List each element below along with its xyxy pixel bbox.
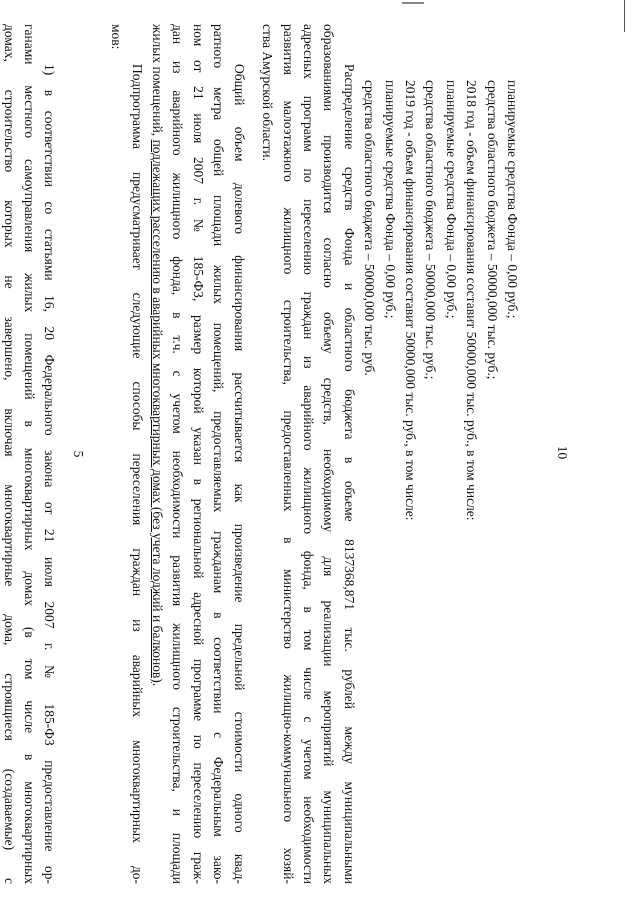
paragraph-line: 1) в соответствии со статьями 16, 20 Федерального закона от 21 июля 2007 г. № 185-ФЗ предоставление ор- xyxy=(42,64,58,884)
funding-line: планируемые средства Фонда – 0,00 руб.; xyxy=(505,80,520,319)
paragraph-line: Подпрограмма предусматривает следующие способы переселения граждан из аварийных многоквартирных до- xyxy=(129,64,145,884)
section-number: 5 xyxy=(70,450,86,458)
paragraph-line: Общий объем долевого финансирования рассчитывается как произведение предельной стоимости одного квад- xyxy=(231,64,247,884)
paragraph-line: ства Амурской области. xyxy=(260,24,276,161)
funding-line: 2019 год - объем финансирования составит 50000,000 тыс. руб., в том числе: xyxy=(402,80,418,521)
text-segment: жилых помещений, xyxy=(150,24,166,140)
text-segment: . xyxy=(150,682,166,687)
funding-line: 2018 год - объем финансирования составит 50000,000 тыс. руб., в том числе: xyxy=(464,80,480,521)
paragraph-line: Распределение средств Фонда и областного бюджета в объеме 8137368,871 тыс. рублей между муниципальными xyxy=(341,64,357,884)
funding-line: средства областного бюджета – 50000,000 тыс. руб. xyxy=(362,80,378,376)
page-number: 10 xyxy=(555,445,570,460)
paragraph-line: ном от 21 июля 2007 г. № 185-ФЗ, размер которой указан в региональной адресной программе по переселению граж- xyxy=(190,24,206,884)
paragraph-line: домах, строительство которых не завершено, включая многоквартирные дома, строящиеся (создаваемые) с xyxy=(1,24,17,884)
paragraph-line: развития малоэтажного жилищного строительства, предоставленных в министерство жилищно-коммунального хозяй- xyxy=(280,24,296,884)
paragraph-line: ганами местного самоуправления жилых помещений в многоквартирных домах (в том числе в многоквартирных xyxy=(22,24,38,884)
underlined-text: подлежащих расселению в аварийных многоквартирных домах (без учета лоджий и балконов) xyxy=(150,139,166,683)
funding-line: средства областного бюджета – 50000,000 тыс. руб.; xyxy=(484,80,500,380)
paragraph-line-underlined xyxy=(147,24,167,884)
paragraph-line: дан из аварийного жилищного фонда, в т.ч. с учетом необходимости развития жилищного строительства, и площади xyxy=(170,24,186,884)
paragraph-line: мов: xyxy=(109,24,125,50)
funding-line: планируемые средства Фонда – 0,00 руб.; xyxy=(382,80,398,319)
paragraph-line: ратного метра общей площади жилых помещений, предоставляемых гражданам в соответствии с Федеральным зако- xyxy=(211,24,227,884)
paragraph-line: образованиями производится согласно объему средств, необходимому для реализации мероприятий муниципальных xyxy=(321,24,337,884)
body-text xyxy=(0,24,522,884)
funding-line: средства областного бюджета – 50000,000 тыс. руб.; xyxy=(423,80,439,380)
funding-line: планируемые средства Фонда – 0,00 руб.; xyxy=(443,80,459,319)
paragraph-line: адресных программ по переселению граждан из аварийного жилищного фонда, в том числе с учетом необходимости xyxy=(300,24,316,884)
